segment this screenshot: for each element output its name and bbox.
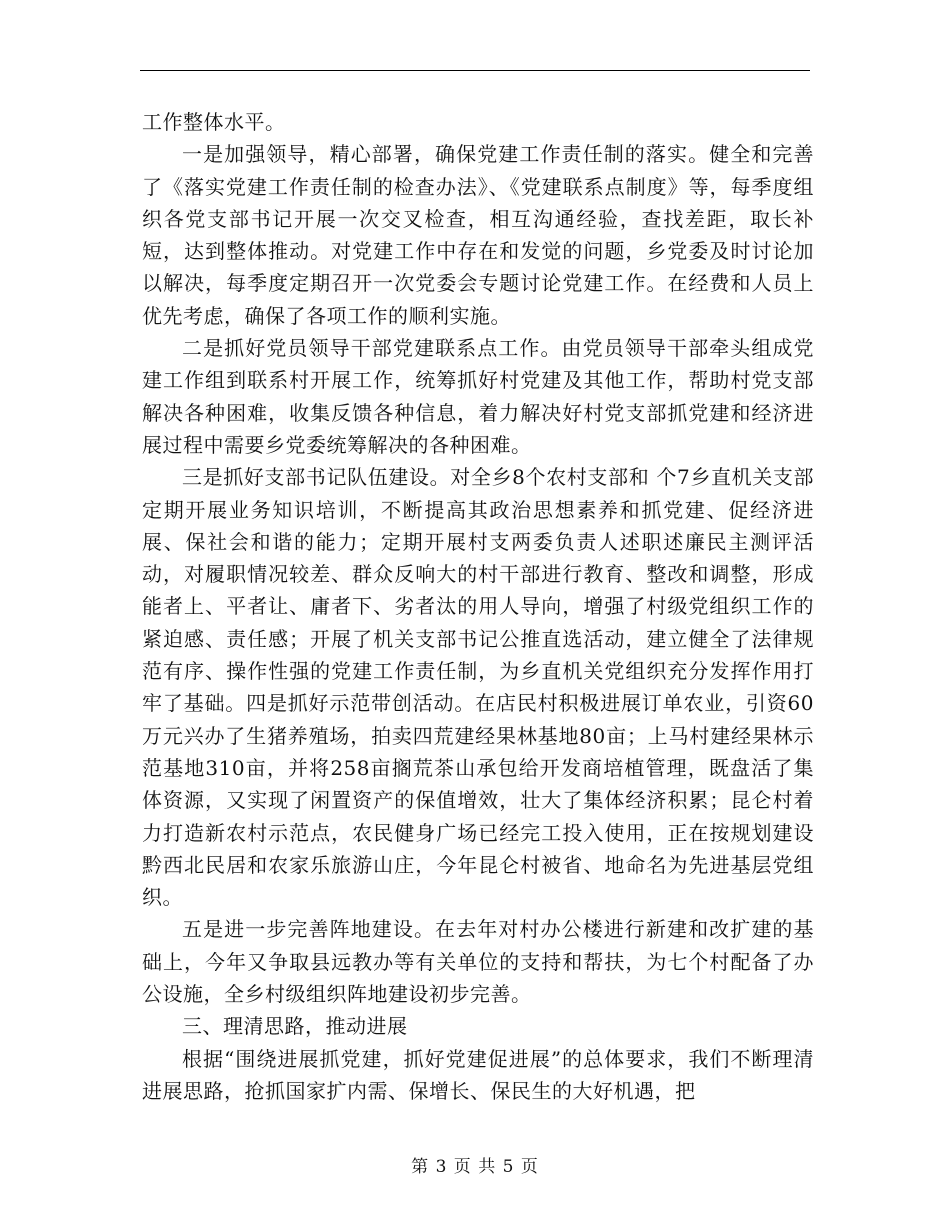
page-number: 第 3 页 共 5 页 xyxy=(411,1157,539,1177)
paragraph-continuation: 工作整体水平。 xyxy=(142,110,286,134)
paragraph-secretary-team: 三是抓好支部书记队伍建设。对全乡8个农村支部和 个7乡直机关支部定期开展业务知识培训，不断提高其政治思想素养和抓党建、促经济进展、保社会和谐的能力；定期开展村支两委负责人述职述廉民主测评活动，对履职情况较差、群众反响大的村干部进行教育、整改和调整，形成能者上、平者让、庸者下、劣者汰的用人导向，增强了村级党组织工作的紧迫感、责任感；开展了机关支部书记公推直选活动，建立健全了法律规范有序、操作性强的党建工作责任制，为乡直机关党组织充分发挥作用打牢了基础。四是抓好示范带创活动。在店民村积极进展订单农业，引资60万元兴办了生猪养殖场，拍卖四荒建经果林基地80亩；上马村建经果林示范基地310亩，并将258亩搁荒茶山承包给开发商培植管理，既盘活了集体资源，又实现了闲置资产的保值增效，壮大了集体经济积累；昆仑村着力打造新农村示范点，农民健身广场已经完工投入使用，正在按规划建设黔西北民居和农家乐旅游山庄，今年昆仑村被省、地命名为先进基层党组织。 xyxy=(142,465,814,910)
header-rule xyxy=(140,70,810,71)
document-body xyxy=(142,106,814,1107)
paragraph-facilities: 五是进一步完善阵地建设。在去年对村办公楼进行新建和改扩建的基础上，今年又争取县远教办等有关单位的支持和帮扶，为七个村配备了办公设施，全乡村级组织阵地建设初步完善。 xyxy=(142,917,814,1007)
paragraph-liaison-points: 二是抓好党员领导干部党建联系点工作。由党员领导干部牵头组成党建工作组到联系村开展工作，统筹抓好村党建及其他工作，帮助村党支部解决各种困难，收集反馈各种信息，着力解决好村党支部抓党建和经济进展过程中需要乡党委统筹解决的各种困难。 xyxy=(142,336,814,457)
section-heading: 三、理清思路，推动进展 xyxy=(182,1014,408,1039)
paragraph-development: 根据“围绕进展抓党建，抓好党建促进展”的总体要求，我们不断理清进展思路，抢抓国家扩内需、保增长、保民生的大好机遇，把 xyxy=(142,1046,814,1103)
paragraph-leadership: 一是加强领导，精心部署，确保党建工作责任制的落实。健全和完善了《落实党建工作责任制的检查办法》、《党建联系点制度》等，每季度组织各党支部书记开展一次交叉检查，相互沟通经验，查找差距，取长补短，达到整体推动。对党建工作中存在和发觉的问题，乡党委及时讨论加以解决，每季度定期召开一次党委会专题讨论党建工作。在经费和人员上优先考虑，确保了各项工作的顺利实施。 xyxy=(142,142,814,328)
